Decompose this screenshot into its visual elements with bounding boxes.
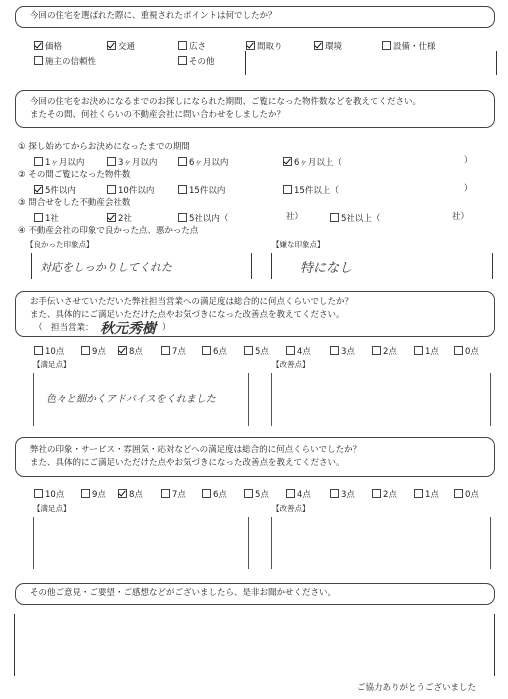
q4-score-7[interactable]: 7点 [161, 489, 186, 500]
q3-satisfied-label: 【満足点】 [33, 360, 71, 369]
q3-title-line2: また、具体的にご満足いただけた点やお気づきになった改善点を教えてください。 [30, 310, 345, 320]
checkbox[interactable] [202, 489, 211, 498]
q2-sub2-option-2[interactable]: 10件以内 [107, 185, 154, 196]
q3-score-9[interactable]: 9点 [81, 346, 106, 357]
q2-sub1-option-4[interactable]: 6ヶ月以上（ [283, 157, 342, 168]
q1-option-size[interactable]: 広さ [178, 41, 206, 52]
q2-sub3-unit1: 社） [286, 212, 304, 222]
checkbox[interactable] [330, 346, 339, 355]
q2-sub1-close: ） [464, 156, 473, 166]
q2-sub1-label: ① 探し始めてからお決めになったまでの期間 [18, 142, 190, 152]
footer-thanks: ご協力ありがとうございました [357, 683, 477, 693]
checkbox[interactable] [34, 185, 43, 194]
checkbox[interactable] [178, 56, 187, 65]
q4-satisfied-field-right [248, 517, 249, 569]
checkbox[interactable] [34, 41, 43, 50]
q4-title-line2: また、具体的にご満足いただけた点やお気づきになった改善点を教えてください。 [30, 458, 345, 468]
checkbox[interactable] [330, 213, 339, 222]
q1-option-price[interactable]: 価格 [34, 41, 62, 52]
checkbox[interactable] [81, 489, 90, 498]
q4-header [15, 437, 495, 477]
q3-title-line1: お手伝いさせていただいた弊社担当営業への満足度は総合的に何点くらいでしたか？ [30, 297, 354, 307]
q4-score-1[interactable]: 1点 [414, 489, 439, 500]
checkbox[interactable] [81, 346, 90, 355]
checkbox[interactable] [414, 346, 423, 355]
q5-title: その他ご意見・ご要望・ご感想などがございましたら、是非お聞かせください。 [30, 588, 337, 598]
q2-header [15, 90, 495, 128]
q4-satisfied-label: 【満足点】 [33, 504, 71, 513]
checkbox[interactable] [118, 346, 127, 355]
q1-other-field[interactable] [245, 51, 497, 75]
q1-option-environment[interactable]: 環境 [314, 41, 342, 52]
q4-score-3[interactable]: 3点 [330, 489, 355, 500]
checkbox[interactable] [118, 489, 127, 498]
q2-sub4-label: ④ 不動産会社の印象で良かった点、悪かった点 [18, 226, 199, 236]
q1-option-transport[interactable]: 交通 [107, 41, 135, 52]
checkbox[interactable] [107, 213, 116, 222]
checkbox[interactable] [178, 213, 187, 222]
q2-sub3-label: ③ 問合せをした不動産会社数 [18, 198, 131, 208]
checkbox[interactable] [178, 185, 187, 194]
checkbox[interactable] [34, 346, 43, 355]
checkbox[interactable] [34, 56, 43, 65]
q1-option-builder-trust[interactable]: 施主の信頼性 [34, 56, 96, 67]
checkbox[interactable] [286, 489, 295, 498]
checkbox[interactable] [161, 489, 170, 498]
q4-score-9[interactable]: 9点 [81, 489, 106, 500]
checkbox[interactable] [178, 41, 187, 50]
q3-score-7[interactable]: 7点 [161, 346, 186, 357]
q4-improve-field-left [271, 517, 272, 569]
q3-score-10[interactable]: 10点 [34, 346, 64, 357]
checkbox[interactable] [382, 41, 391, 50]
q2-sub3-option-4[interactable]: 5社以上（ [330, 213, 380, 224]
q2-sub3-option-2[interactable]: 2社 [107, 213, 132, 224]
good-impression-handwriting: 対応をしっかりしてくれた [40, 261, 172, 274]
q4-title-line1: 弊社の印象・サービス・雰囲気・応対などへの満足度は総合的に何点くらいでしたか？ [30, 445, 362, 455]
q3-score-6[interactable]: 6点 [202, 346, 227, 357]
q3-improve-label: 【改善点】 [272, 360, 310, 369]
q1-title: 今回の住宅を選ばれた際に、重視されたポイントは何でしたか？ [30, 11, 277, 21]
checkbox[interactable] [372, 346, 381, 355]
q3-satisfied-field-left [33, 373, 34, 426]
q4-improve-label: 【改善点】 [272, 504, 310, 513]
staff-name-handwriting: 秋元秀樹 [100, 321, 156, 337]
bad-impression-handwriting: 特になし [300, 261, 353, 276]
checkbox[interactable] [414, 489, 423, 498]
q2-sub2-option-1[interactable]: 5件以内 [34, 185, 76, 196]
q2-sub2-close: ） [464, 184, 473, 194]
q3-satisfied-handwriting: 色々と細かくアドバイスをくれました [46, 394, 216, 405]
q4-score-0[interactable]: 0点 [454, 489, 479, 500]
q4-score-8[interactable]: 8点 [118, 489, 143, 500]
checkbox[interactable] [314, 41, 323, 50]
q3-score-8[interactable]: 8点 [118, 346, 143, 357]
q2-sub1-option-3[interactable]: 6ヶ月以内 [178, 157, 228, 168]
q2-title-line1: 今回の住宅をお決めになるまでのお探しになられた期間、ご覧になった物件数などを教えてください。 [30, 97, 422, 107]
q3-score-0[interactable]: 0点 [454, 346, 479, 357]
q1-option-facilities[interactable]: 設備・仕様 [382, 41, 436, 52]
staff-label: （ 担当営業： [34, 323, 94, 333]
q2-sub1-option-2[interactable]: 3ヶ月以内 [107, 157, 157, 168]
staff-close: ） [162, 323, 171, 333]
q2-title-line2: またその間、何社くらいの不動産会社に問い合わせをしましたか？ [30, 110, 286, 120]
checkbox[interactable] [178, 157, 187, 166]
checkbox[interactable] [372, 489, 381, 498]
q5-comment-field[interactable] [14, 614, 495, 676]
checkbox[interactable] [34, 489, 43, 498]
checkbox[interactable] [283, 185, 292, 194]
checkbox[interactable] [244, 489, 253, 498]
q1-option-layout[interactable]: 間取り [246, 41, 283, 52]
checkbox[interactable] [454, 346, 463, 355]
q4-score-6[interactable]: 6点 [202, 489, 227, 500]
checkbox[interactable] [107, 157, 116, 166]
q1-option-other[interactable]: その他 [178, 56, 215, 67]
q3-score-5[interactable]: 5点 [244, 346, 269, 357]
q4-score-10[interactable]: 10点 [34, 489, 64, 500]
q3-score-4[interactable]: 4点 [286, 346, 311, 357]
q4-satisfied-field-left [33, 517, 34, 569]
q3-improve-field-right [490, 373, 491, 426]
q2-sub3-unit2: 社） [452, 212, 470, 222]
checkbox[interactable] [283, 157, 292, 166]
checkbox[interactable] [454, 489, 463, 498]
q2-sub3-option-3[interactable]: 5社以内（ [178, 213, 228, 224]
q3-score-2[interactable]: 2点 [372, 346, 397, 357]
checkbox[interactable] [244, 346, 253, 355]
checkbox[interactable] [286, 346, 295, 355]
checkbox[interactable] [246, 41, 255, 50]
checkbox[interactable] [107, 185, 116, 194]
q4-score-5[interactable]: 5点 [244, 489, 269, 500]
q2-sub3-option-1[interactable]: 1社 [34, 213, 59, 224]
q4-score-4[interactable]: 4点 [286, 489, 311, 500]
q4-improve-field-right [490, 517, 491, 569]
q2-sub2-option-4[interactable]: 15件以上（ [283, 185, 339, 196]
q2-sub2-option-3[interactable]: 15件以内 [178, 185, 225, 196]
q3-score-1[interactable]: 1点 [414, 346, 439, 357]
q2-sub2-label: ② その間ご覧になった物件数 [18, 170, 131, 180]
checkbox[interactable] [330, 489, 339, 498]
checkbox[interactable] [202, 346, 211, 355]
q2-sub1-option-1[interactable]: 1ヶ月以内 [34, 157, 84, 168]
q3-improve-field-left [271, 373, 272, 426]
checkbox[interactable] [161, 346, 170, 355]
q3-satisfied-field-right [248, 373, 249, 426]
checkbox[interactable] [34, 213, 43, 222]
checkbox[interactable] [34, 157, 43, 166]
bad-impression-label: 【嫌な印象点】 [272, 240, 325, 249]
checkbox[interactable] [107, 41, 116, 50]
good-impression-label: 【良かった印象点】 [26, 240, 94, 249]
q3-score-3[interactable]: 3点 [330, 346, 355, 357]
q4-score-2[interactable]: 2点 [372, 489, 397, 500]
